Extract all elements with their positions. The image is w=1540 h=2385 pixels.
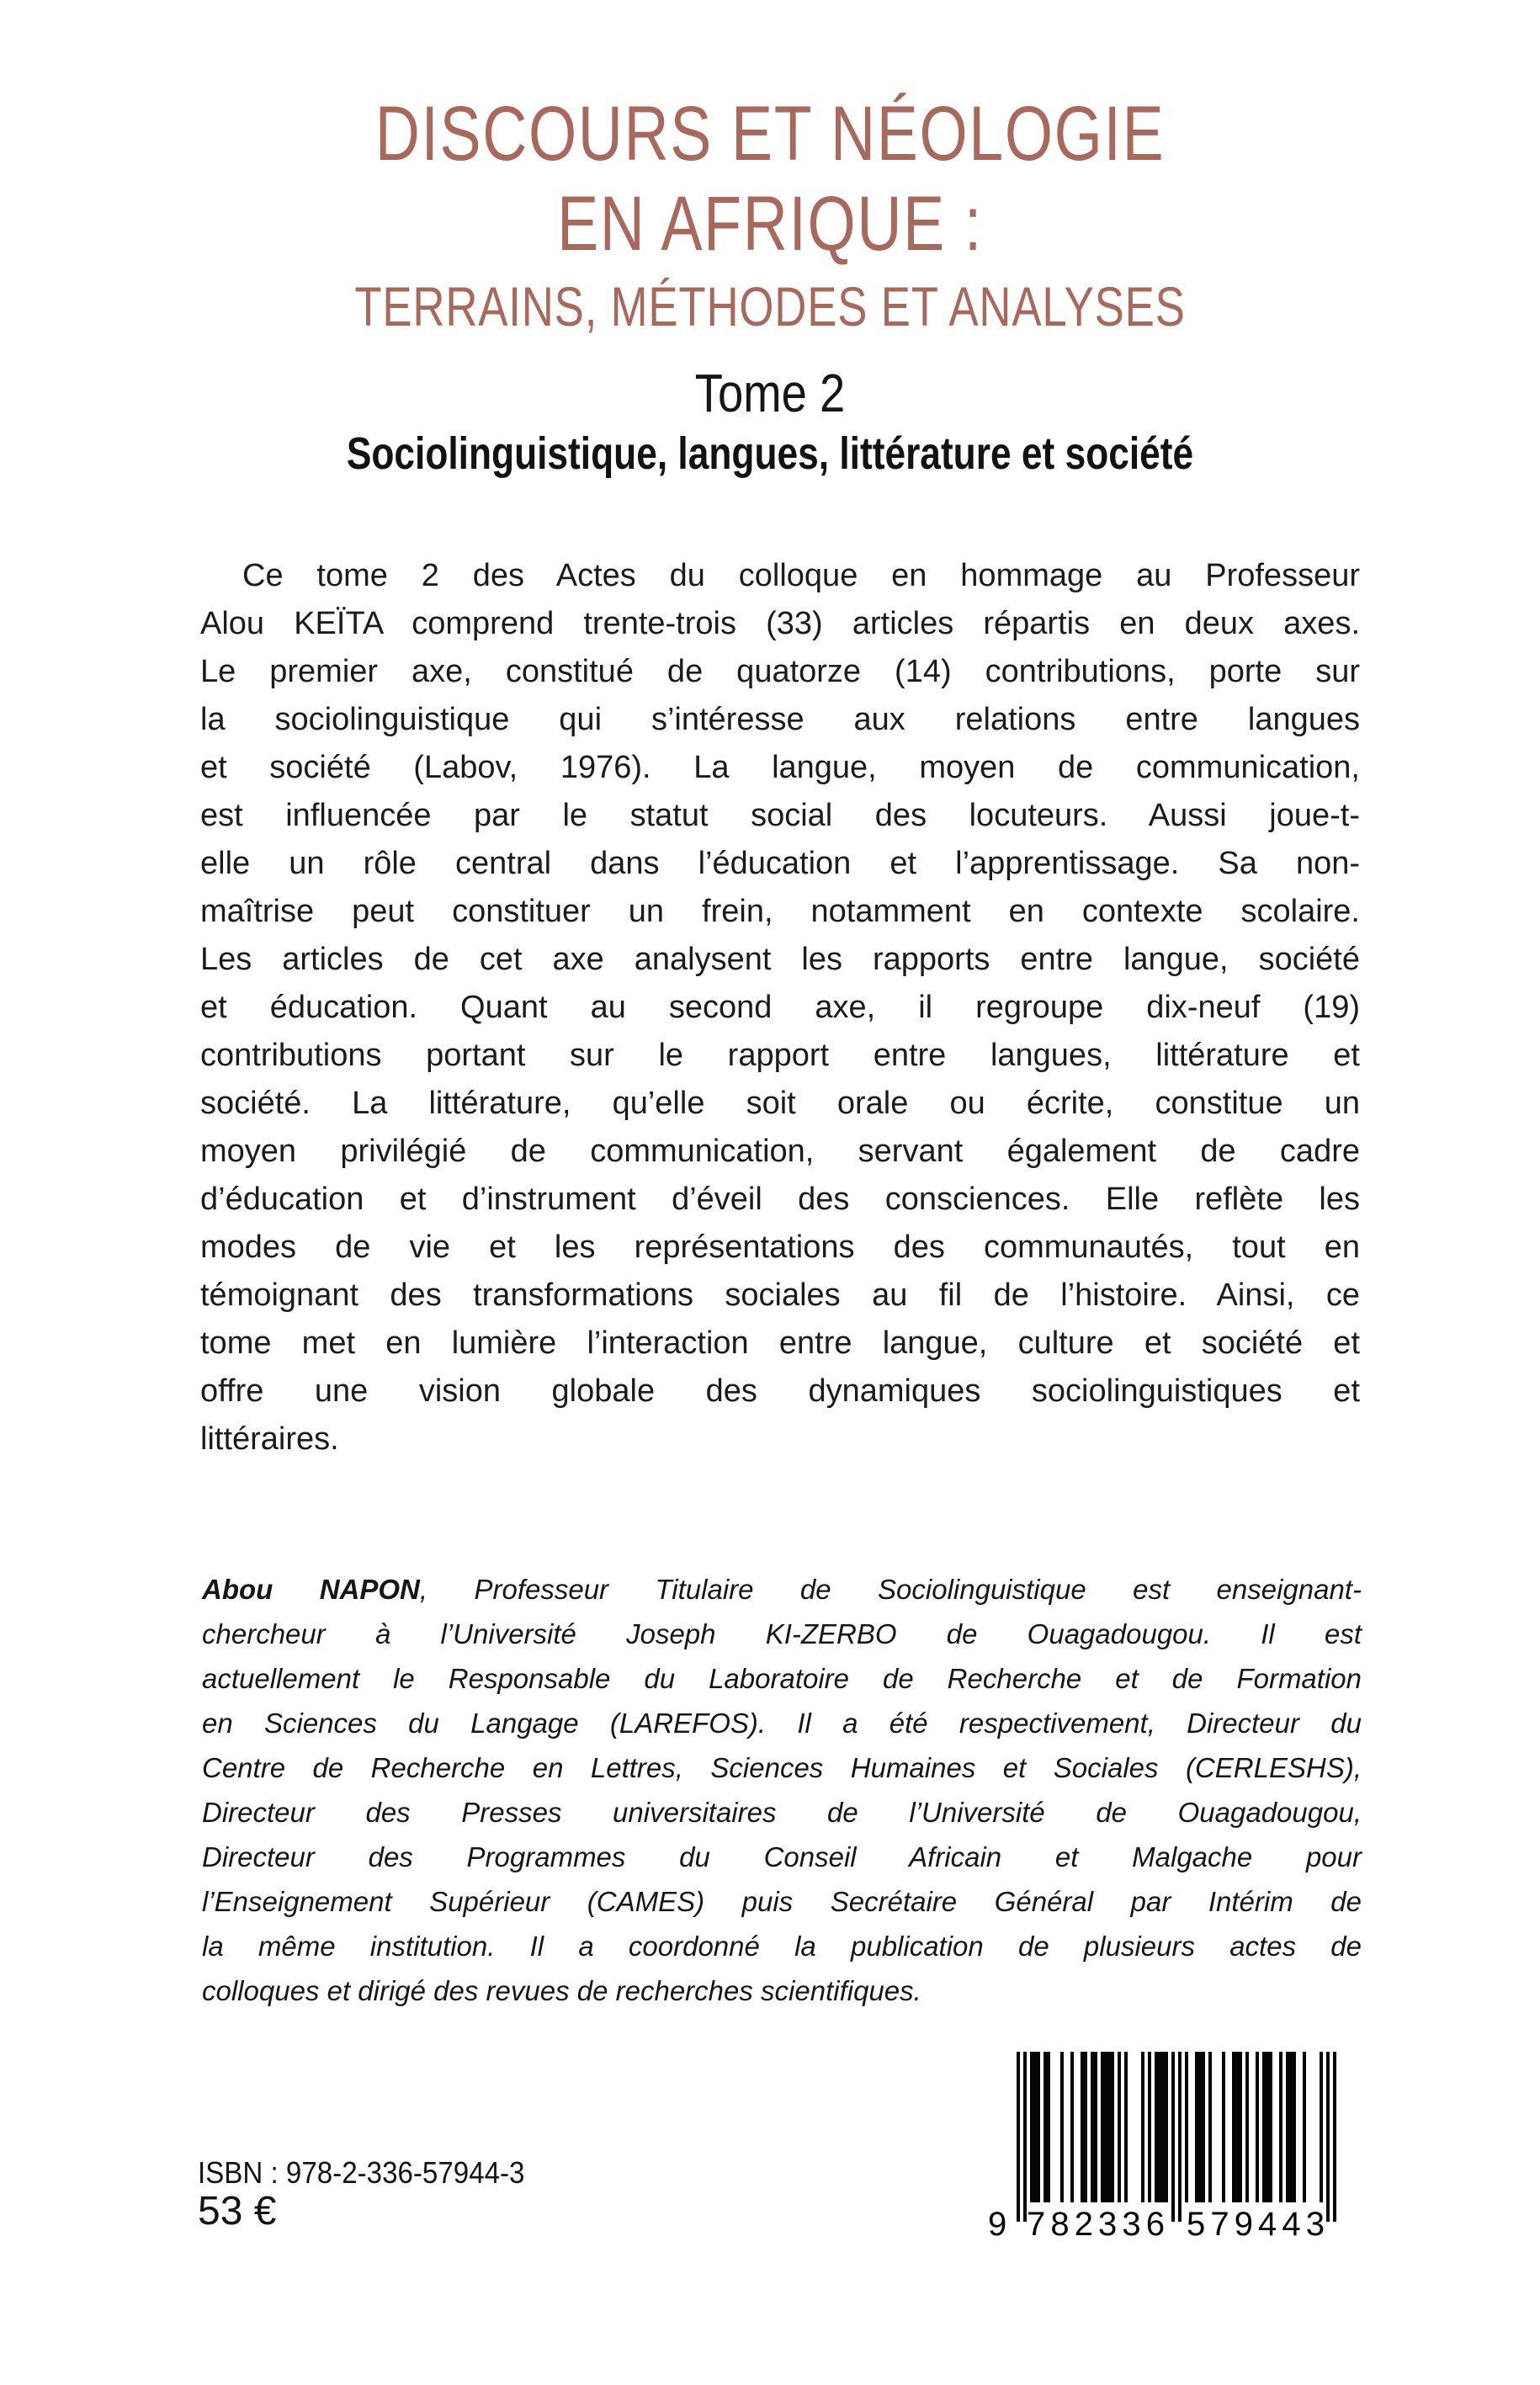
summary-line: contributions portant sur le rapport entre langues, littérature et xyxy=(200,1038,1360,1073)
summary-paragraph xyxy=(200,552,1360,1463)
barcode-bar xyxy=(1043,2052,1050,2202)
barcode-bar xyxy=(1262,2052,1272,2202)
barcode-bar xyxy=(1091,2052,1097,2202)
barcode-digits-left xyxy=(1027,2207,1165,2241)
barcode-bar xyxy=(1101,2052,1114,2202)
summary-line: elle un rôle central dans l’éducation et l’apprentissage. Sa non- xyxy=(200,846,1360,881)
barcode-digit-prefix: 9 xyxy=(988,2206,1007,2243)
barcode-bar xyxy=(1232,2052,1242,2202)
barcode-digit: 4 xyxy=(1282,2206,1301,2243)
barcode-bar xyxy=(1141,2052,1144,2202)
barcode-digit: 9 xyxy=(1234,2206,1253,2243)
barcode-bar xyxy=(1171,2052,1175,2222)
barcode-digit: 4 xyxy=(1258,2206,1277,2243)
barcode-bar xyxy=(1222,2052,1225,2202)
summary-line: modes de vie et les représentations des communautés, tout en xyxy=(200,1230,1360,1265)
summary-line: Ce tome 2 des Actes du colloque en hommage au Professeur xyxy=(242,558,1360,593)
barcode-bar xyxy=(1208,2052,1212,2202)
barcode-bar xyxy=(1148,2052,1151,2202)
ean13-barcode xyxy=(986,2052,1336,2243)
bio-line xyxy=(202,1567,1362,1612)
barcode-digit: 7 xyxy=(1210,2206,1229,2243)
bio-line: l’Enseignement Supérieur (CAMES) puis Secrétaire Général par Intérim de xyxy=(202,1886,1362,1917)
barcode-bar xyxy=(1124,2052,1128,2202)
book-subtitle: TERRAINS, MÉTHODES ET ANALYSES xyxy=(354,275,1186,337)
summary-line: société. La littérature, qu’elle soit orale ou écrite, constitue un xyxy=(200,1086,1360,1121)
summary-line: et société (Labov, 1976). La langue, moyen de communication, xyxy=(200,750,1360,785)
bio-line: actuellement le Responsable du Laboratoire de Recherche et de Formation xyxy=(202,1663,1362,1694)
barcode-bar xyxy=(1023,2052,1027,2222)
summary-line: d’éducation et d’instrument d’éveil des consciences. Elle reflète les xyxy=(200,1182,1360,1217)
barcode-bar xyxy=(1081,2052,1087,2202)
summary-line: littéraires. xyxy=(200,1421,339,1457)
barcode-bar xyxy=(1333,2052,1336,2222)
summary-line: Les articles de cet axe analysent les rapports entre langue, société xyxy=(200,942,1360,977)
volume-subject: Sociolinguistique, langues, littérature et société xyxy=(346,428,1194,479)
author-bio xyxy=(202,1567,1362,2013)
barcode-bar xyxy=(1303,2052,1306,2202)
barcode-bar xyxy=(1185,2052,1188,2202)
isbn-text: ISBN : 978-2-336-57944-3 xyxy=(198,2155,525,2190)
barcode-bar xyxy=(1017,2052,1020,2222)
barcode-digit: 2 xyxy=(1074,2206,1093,2243)
book-title-line1: DISCOURS ET NÉOLOGIE xyxy=(374,91,1166,177)
summary-line: tome met en lumière l’interaction entre langue, culture et société et xyxy=(200,1325,1360,1361)
summary-line: et éducation. Quant au second axe, il regroupe dix-neuf (19) xyxy=(200,990,1360,1025)
price-text: 53 € xyxy=(198,2189,277,2234)
bio-line: la même institution. Il a coordonné la publication de plusieurs actes de xyxy=(202,1931,1362,1962)
barcode-bar xyxy=(1070,2052,1074,2202)
summary-line: témoignant des transformations sociales au fil de l’histoire. Ainsi, ce xyxy=(200,1277,1360,1313)
summary-line: Alou KEÏTA comprend trente-trois (33) articles répartis en deux axes. xyxy=(200,606,1360,641)
summary-line: offre une vision globale des dynamiques sociolinguistiques et xyxy=(200,1373,1360,1409)
bio-line: Directeur des Programmes du Conseil Africain et Malgache pour xyxy=(202,1841,1362,1872)
barcode-bar xyxy=(1195,2052,1205,2202)
barcode-bar xyxy=(1245,2052,1249,2202)
summary-line: moyen privilégié de communication, servant également de cadre xyxy=(200,1134,1360,1169)
bio-lines xyxy=(202,1612,1362,2013)
barcode-bar xyxy=(1326,2052,1330,2222)
barcode-bar xyxy=(1286,2052,1296,2202)
bio-line: Centre de Recherche en Lettres, Sciences Humaines et Sociales (CERLESHS), xyxy=(202,1752,1362,1783)
barcode-digits-right xyxy=(1187,2207,1325,2241)
barcode-bar xyxy=(1060,2052,1064,2202)
book-title-line2: EN AFRIQUE : xyxy=(557,181,983,267)
barcode-digit: 5 xyxy=(1187,2206,1206,2243)
bio-line: chercheur à l’Université Joseph KI-ZERBO de Ouagadougou. Il est xyxy=(202,1618,1362,1649)
barcode-digit: 3 xyxy=(1305,2206,1325,2243)
bio-line: Directeur des Presses universitaires de l’Université de Ouagadougou, xyxy=(202,1797,1362,1828)
summary-line: est influencée par le statut social des locuteurs. Aussi joue-t- xyxy=(200,798,1360,833)
summary-line: Le premier axe, constitué de quatorze (14) contributions, porte sur xyxy=(200,654,1360,689)
summary-line: la sociolinguistique qui s’intéresse aux relations entre langues xyxy=(200,702,1360,737)
barcode-bar xyxy=(1178,2052,1182,2222)
barcode-bar xyxy=(1320,2052,1323,2202)
barcode-bar xyxy=(1279,2052,1282,2202)
barcode-digit: 8 xyxy=(1050,2206,1070,2243)
tome-number: Tome 2 xyxy=(694,363,846,423)
barcode-digit: 3 xyxy=(1098,2206,1118,2243)
barcode-bar xyxy=(1030,2052,1040,2202)
barcode-digit: 6 xyxy=(1145,2206,1165,2243)
barcode-bar xyxy=(1155,2052,1168,2202)
author-name: Abou NAPON xyxy=(202,1574,420,1605)
bio-line: en Sciences du Langage (LAREFOS). Il a été respectivement, Directeur du xyxy=(202,1708,1362,1739)
barcode-bar xyxy=(1118,2052,1121,2202)
barcode-bar xyxy=(1256,2052,1259,2202)
barcode-digit: 3 xyxy=(1122,2206,1141,2243)
summary-line: maîtrise peut constituer un frein, notamment en contexte scolaire. xyxy=(200,894,1360,929)
bio-line: colloques et dirigé des revues de recherches scientifiques. xyxy=(202,1975,921,2006)
barcode-digit: 7 xyxy=(1027,2206,1046,2243)
bio-line-rest: , Professeur Titulaire de Sociolinguistique est enseignant- xyxy=(419,1574,1362,1605)
